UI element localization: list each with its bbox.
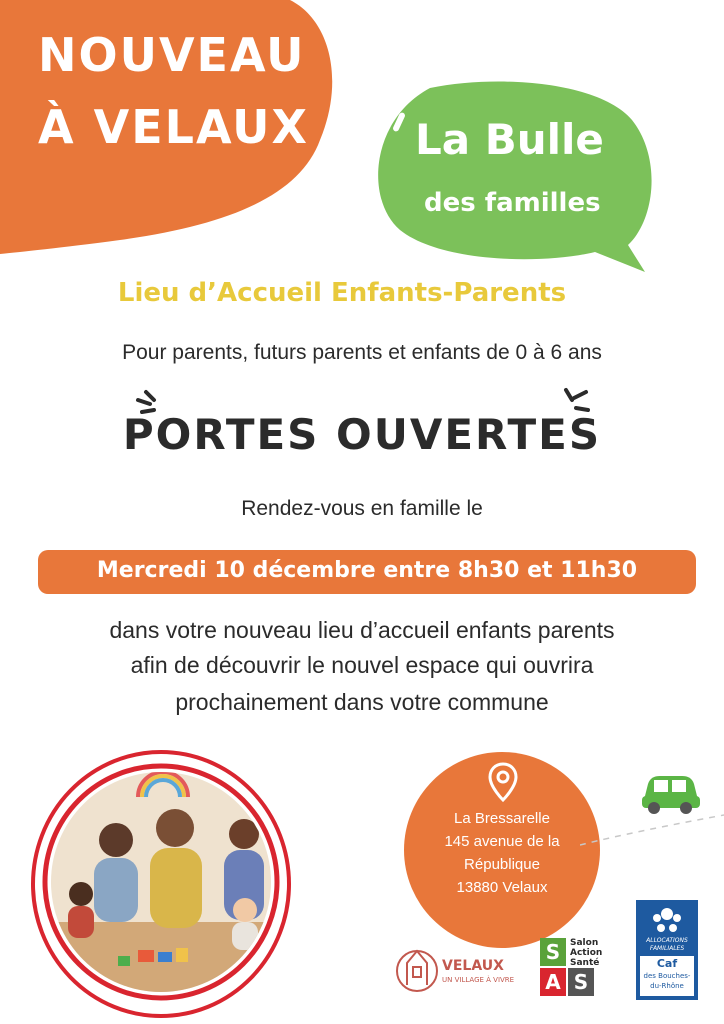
- car-icon: [638, 770, 704, 818]
- description-line2: afin de découvrir le nouvel espace qui ouvrira: [130, 652, 594, 678]
- sas-text-2: Action: [570, 948, 603, 958]
- sparkle-right-icon: [556, 384, 596, 424]
- description-line3: prochainement dans votre commune: [175, 689, 549, 715]
- bubble-title: La Bulle: [415, 115, 604, 164]
- velaux-name: VELAUX: [442, 958, 504, 974]
- address-line2: 145 avenue de la: [444, 833, 560, 850]
- caf-emblem-icon: [648, 904, 686, 934]
- velaux-tagline: UN VILLAGE À VIVRE: [442, 976, 515, 984]
- caf-text-3: Caf: [656, 957, 678, 970]
- sas-letter-3: S: [568, 968, 594, 996]
- description-line1: dans votre nouveau lieu d’accueil enfants parents: [109, 617, 615, 643]
- rdv-text: Rendez-vous en famille le: [241, 497, 483, 520]
- sas-text-1: Salon: [570, 938, 599, 948]
- caf-text-2: FAMILIALES: [649, 945, 685, 952]
- family-photo: [18, 742, 308, 1024]
- headline-line2: À VELAUX: [38, 100, 309, 154]
- program-subtitle: Lieu d’Accueil Enfants-Parents: [117, 278, 567, 308]
- caf-text-1: ALLOCATIONS: [646, 937, 688, 944]
- audience-text: Pour parents, futurs parents et enfants de 0 à 6 ans: [122, 341, 602, 364]
- address-line1: La Bressarelle: [454, 810, 550, 827]
- caf-text-5: du-Rhône: [650, 982, 684, 990]
- velaux-logo-icon: [392, 937, 442, 997]
- headline-line1: NOUVEAU: [38, 28, 306, 82]
- bubble-subtitle: des familles: [424, 188, 601, 218]
- sas-letter-1: S: [540, 938, 566, 966]
- sas-text-3: Santé: [570, 958, 600, 968]
- date-text: Mercredi 10 décembre entre 8h30 et 11h30: [96, 558, 638, 583]
- location-pin-icon: [488, 762, 518, 802]
- speech-bubble: [370, 80, 660, 280]
- address-line3: République: [464, 856, 540, 873]
- sas-letter-2: A: [540, 968, 566, 996]
- address-line4: 13880 Velaux: [456, 879, 548, 896]
- event-title: PORTES OUVERTES: [122, 410, 602, 459]
- caf-text-4: des Bouches-: [643, 972, 691, 980]
